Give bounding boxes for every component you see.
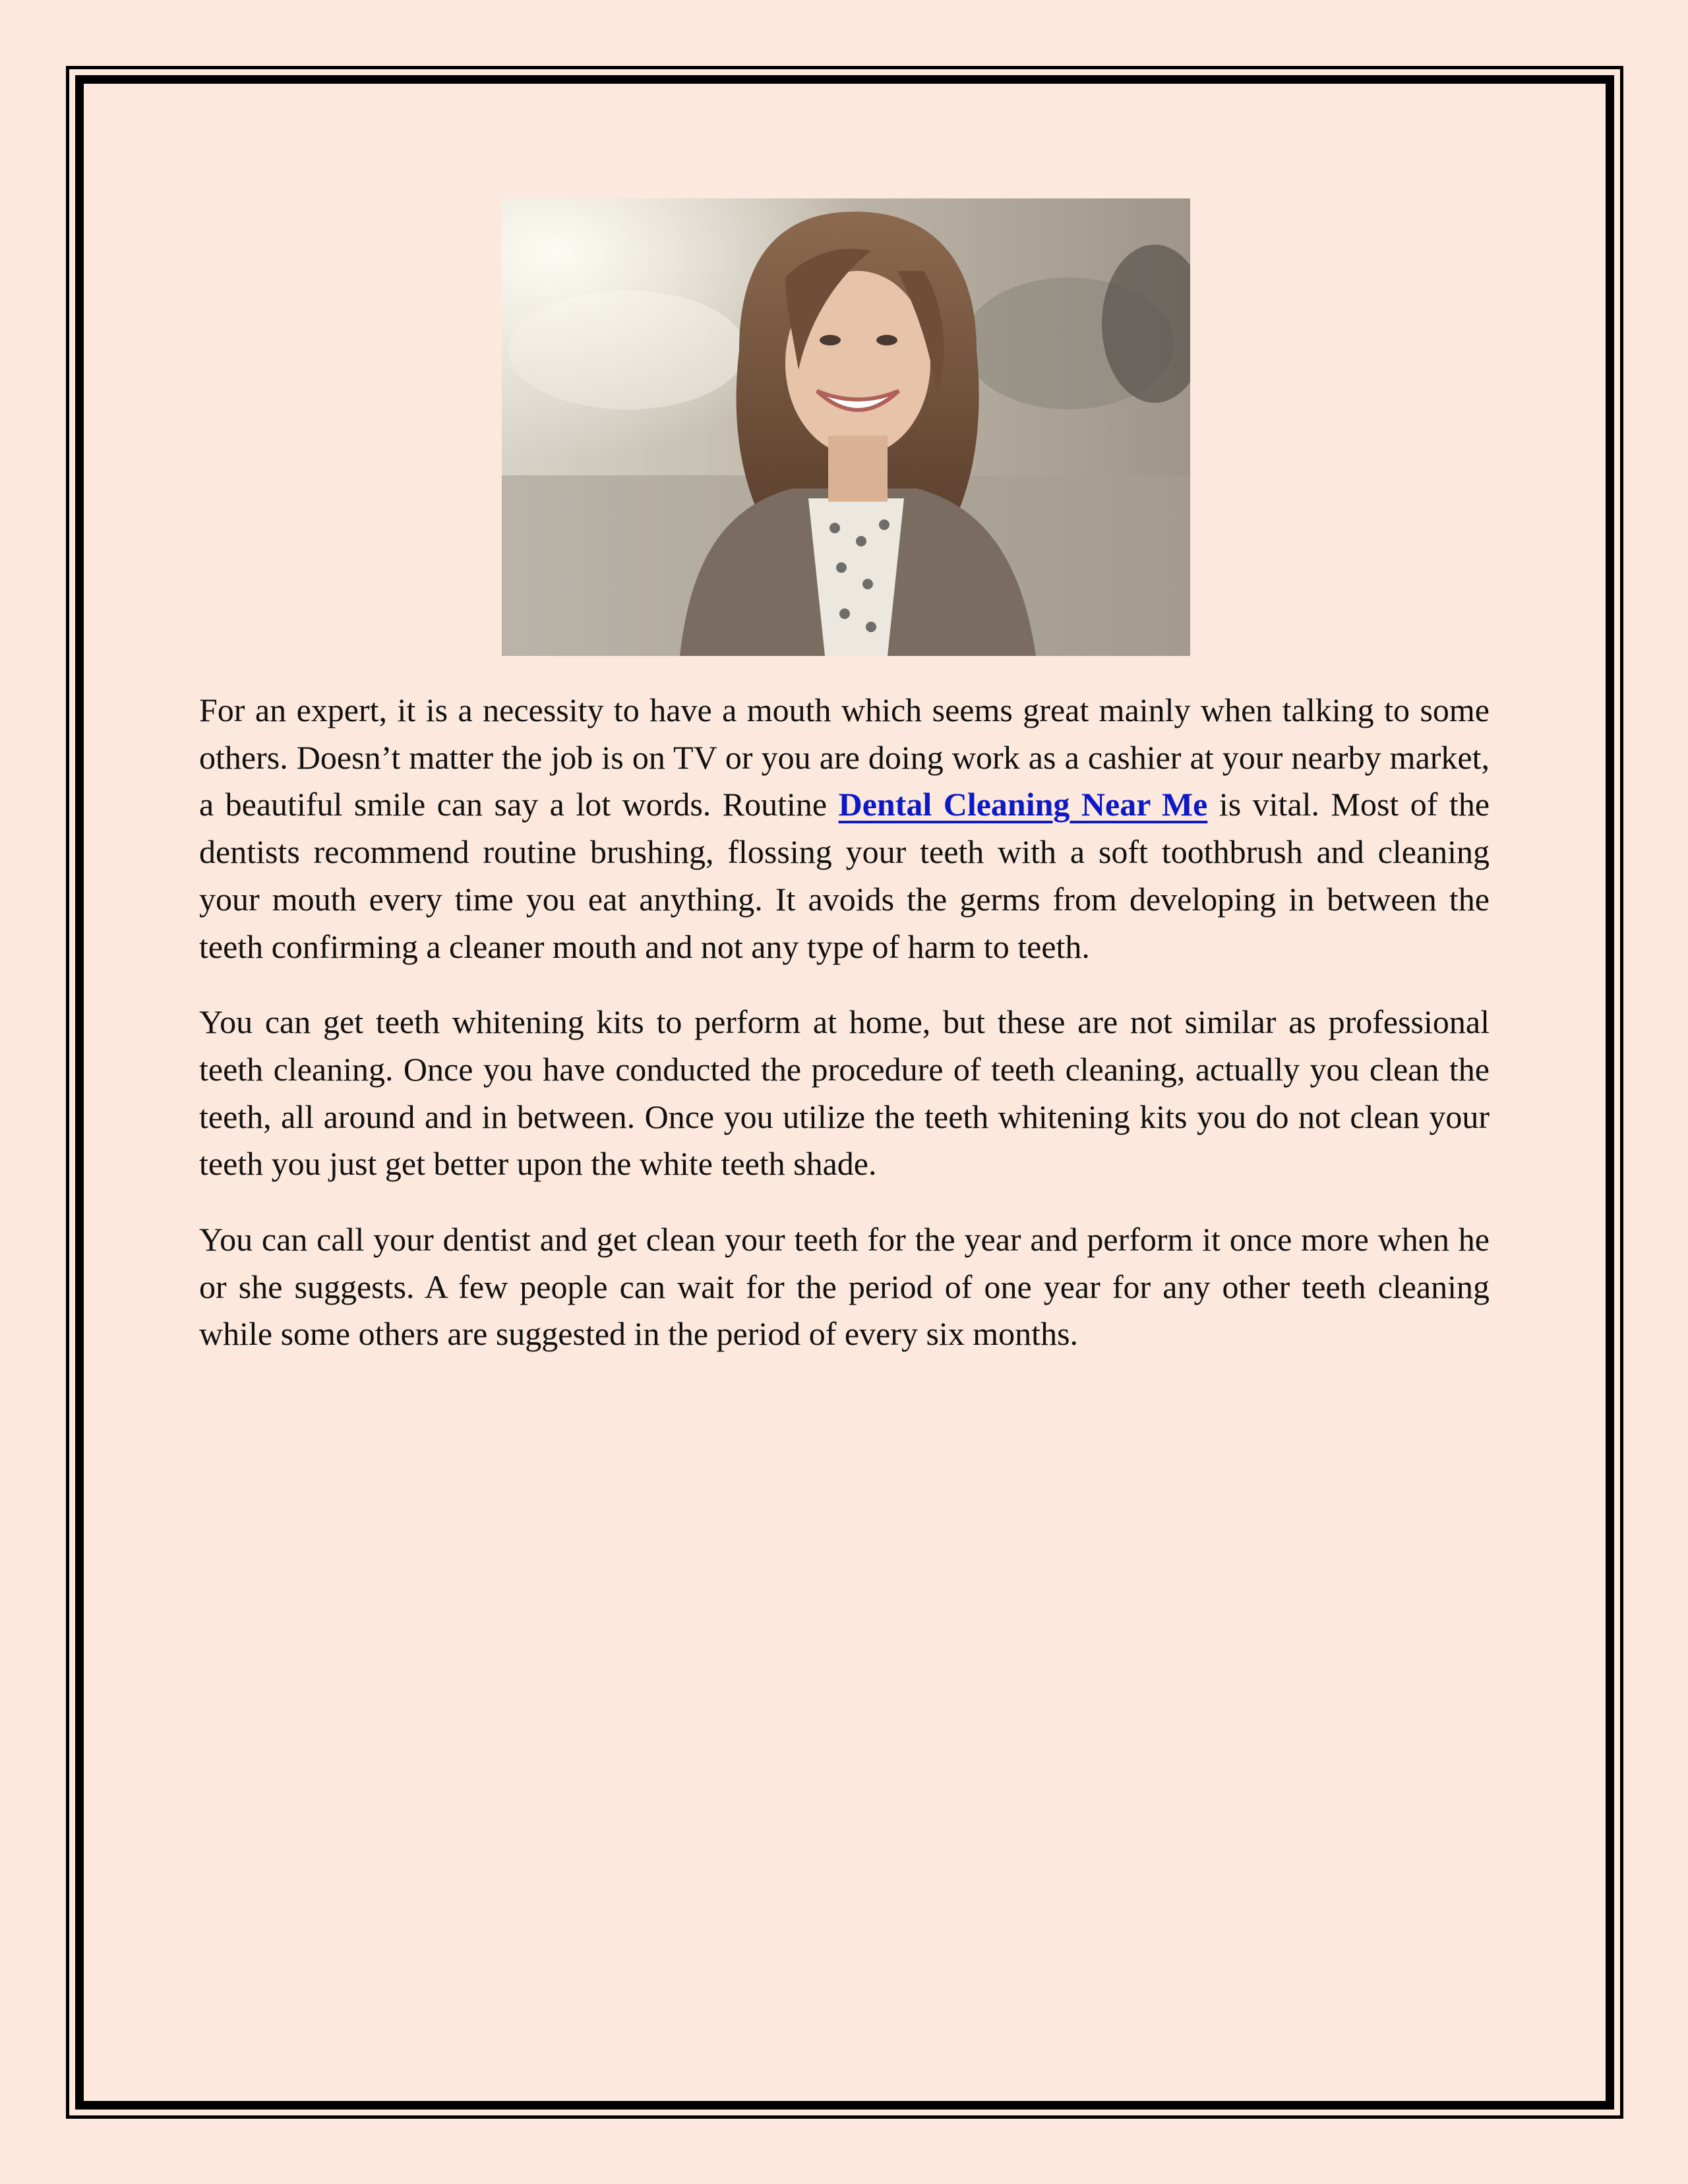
paragraph-1-text-end: is vital. Most of the dentists recommend routine brushing, flossing your teeth with a soft toothbrush and cleaning your mouth every time you eat anything. It avoids the germs from developing in between the teeth confirming a cleaner mouth and not any type of harm to teeth.: [199, 786, 1490, 965]
smiling-woman-photo: [502, 198, 1190, 656]
paragraph-2: You can get teeth whitening kits to perform at home, but these are not similar as professional teeth cleaning. Once you have conducted the procedure of teeth cleaning, actually you clean the teeth, all around and in between. Once you utilize the teeth whitening kits you do not clean your teeth you just get better upon the white teeth shade.: [199, 1003, 1490, 1183]
paragraph-3: You can call your dentist and get clean your teeth for the year and perform it once more when he or she suggests. A few people can wait for the period of one year for any other teeth cleaning while some others are suggested in the period of every six months.: [199, 1221, 1490, 1353]
paragraph-1-text-start: For an expert, it is a necessity to have a mouth which seems great mainly when talking to some others. Doesn’t matter the job is on TV or you are doing work as a cashier at your nearby market, a beautiful smile can say a lot words. Routine: [199, 692, 1490, 823]
article-body: [199, 687, 1490, 1386]
dental-cleaning-link[interactable]: Dental Cleaning Near Me: [838, 786, 1208, 823]
paragraph-1: [199, 687, 1490, 970]
